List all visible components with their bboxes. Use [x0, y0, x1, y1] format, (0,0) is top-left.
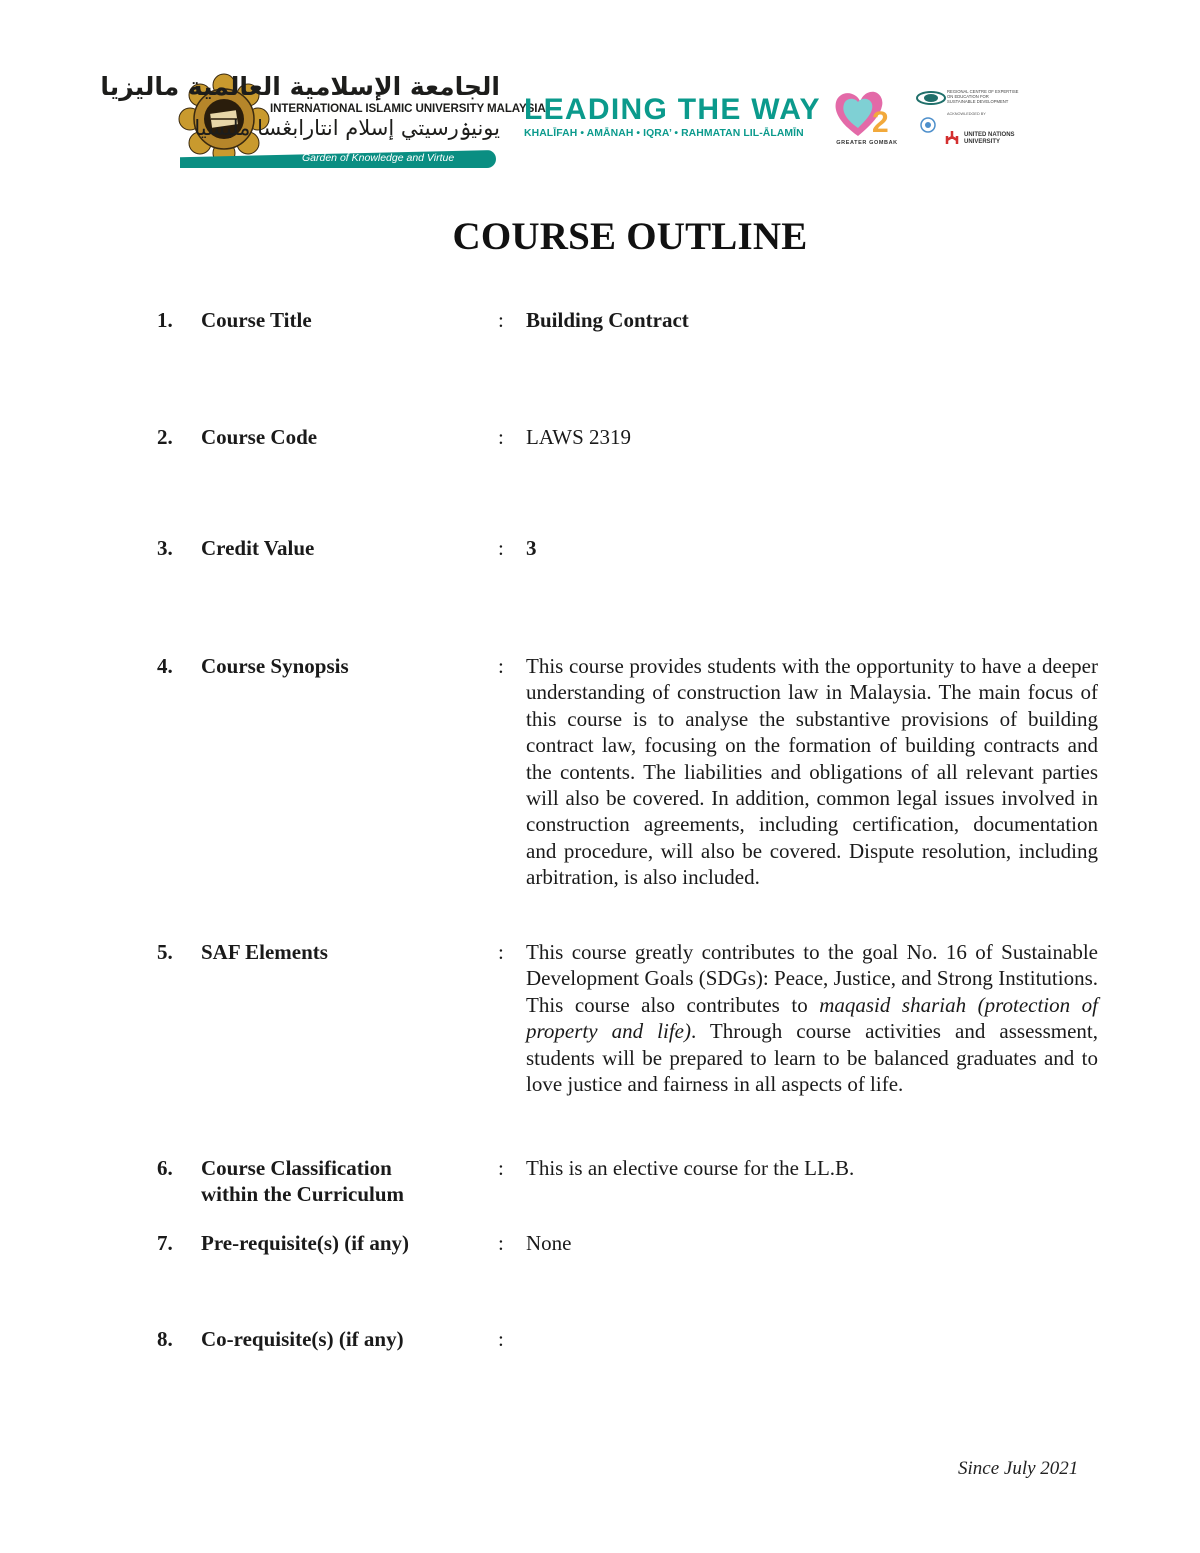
rce-acknowledged: ACKNOWLEDGED BY [947, 112, 986, 116]
item-number: 8. [157, 1327, 173, 1351]
unu-line-1: UNITED NATIONS [964, 132, 1015, 138]
item-number: 5. [157, 940, 173, 964]
item-label: Course Title [201, 308, 312, 332]
item-colon: : [498, 1327, 504, 1351]
item-colon: : [498, 940, 504, 964]
item-colon: : [498, 308, 504, 332]
rce-line-1: REGIONAL CENTRE OF EXPERTISE [947, 89, 1019, 94]
item-number: 4. [157, 654, 173, 678]
item-label-line-2: within the Curriculum [201, 1182, 405, 1207]
item-colon: : [498, 536, 504, 560]
item-label-line-1: Course Classification [201, 1156, 392, 1180]
item-colon: : [498, 1156, 504, 1180]
page-title: COURSE OUTLINE [452, 215, 808, 258]
item-value [526, 939, 1098, 1097]
item-colon: : [498, 1231, 504, 1255]
greater-gombak-logo [832, 88, 902, 152]
svg-text:2: 2 [872, 106, 889, 139]
heart-icon [832, 88, 902, 140]
iium-english-name: INTERNATIONAL ISLAMIC UNIVERSITY MALAYSIA [270, 102, 546, 115]
leading-the-way-subtitle: KHALĪFAH • AMĀNAH • IQRA’ • RAHMATAN LIL-ĀLAMĪN [524, 128, 804, 139]
item-label [201, 1155, 481, 1208]
iium-jawi-name: يونيۏرسيتي إسلام انتارابڠسا مليسيا [194, 116, 500, 140]
unu-line-2: UNIVERSITY [964, 139, 1001, 145]
item-colon: : [498, 425, 504, 449]
header-logos [0, 0, 1200, 180]
saf-text-part1: This course greatly contributes to the goal No. 16 of Sustainable Development Goals (SDGs): Peace, Justice, and Strong Institutions. This course also contributes to [526, 940, 1098, 1017]
item-label: SAF Elements [201, 940, 328, 964]
item-label: Co-requisite(s) (if any) [201, 1327, 404, 1351]
item-number: 3. [157, 536, 173, 560]
iium-wordmark [100, 72, 546, 172]
item-label: Credit Value [201, 536, 315, 560]
item-colon: : [498, 654, 504, 678]
item-label: Course Code [201, 425, 318, 449]
saf-text-italic: maqasid shariah (protection of property and life) [526, 992, 1098, 1044]
item-label: Course Synopsis [201, 654, 349, 678]
item-number: 7. [157, 1231, 173, 1255]
leading-the-way-title: LEADING THE WAY [524, 93, 821, 126]
item-value: LAWS 2319 [526, 425, 632, 449]
saf-text-part2: . Through course activities and assessment, students will be prepared to learn to be balanced graduates and to love justice and fairness in all aspects of life. [526, 1019, 1098, 1097]
item-label: Pre-requisite(s) (if any) [201, 1231, 410, 1255]
item-value: This course provides students with the opportunity to have a deeper understanding of construction law in Malaysia. The main focus of this course is to analyse the substantive provisions of building contract law, focusing on the formation of building contracts and the contents. The liabilities and obligations of all relevant parties will also be covered. In addition, common legal issues involved in construction agreements, including certification, documentation and procedure, will also be covered. Dispute resolution, including arbitration, is also included. [526, 654, 1098, 890]
item-number: 1. [157, 308, 173, 332]
rce-text [947, 89, 1018, 104]
leading-the-way-logo [524, 95, 821, 139]
unu-icon [944, 130, 960, 146]
rce-line-2: ON EDUCATION FOR [947, 94, 989, 99]
item-number: 2. [157, 425, 173, 449]
item-value: This is an elective course for the LL.B. [526, 1156, 855, 1180]
iium-arabic-name: الجامعة الإسلامية العالمية ماليزيا [100, 72, 500, 101]
rce-line-3: SUSTAINABLE DEVELOPMENT [947, 99, 1009, 104]
unu-text [964, 132, 1015, 146]
rce-globe-icon [916, 90, 946, 106]
footer-date: Since July 2021 [958, 1458, 1079, 1479]
item-value: None [526, 1231, 572, 1255]
item-number: 6. [157, 1156, 173, 1180]
item-value: Building Contract [526, 308, 689, 332]
greater-gombak-label: GREATER GOMBAK [836, 140, 898, 146]
item-value: 3 [526, 536, 537, 560]
iium-motto: Garden of Knowledge and Virtue [302, 152, 455, 164]
un-emblem-icon [920, 117, 936, 133]
rce-unu-logo [916, 88, 1026, 150]
